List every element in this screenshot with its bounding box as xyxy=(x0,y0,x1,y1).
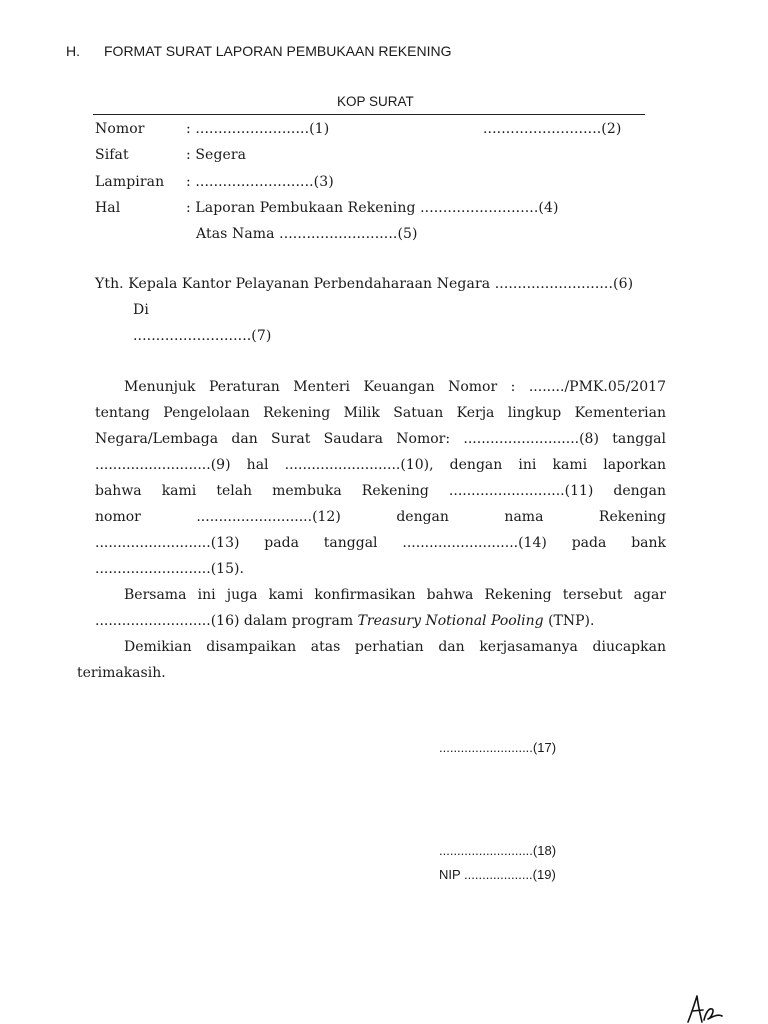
section-letter: H. xyxy=(66,43,80,59)
sifat-label: Sifat xyxy=(95,147,129,163)
di-line: Di xyxy=(133,302,149,318)
recipient-line: Yth. Kepala Kantor Pelayanan Perbendaharaan Negara ..........................(6) xyxy=(95,276,634,292)
lampiran-value: : ..........................(3) xyxy=(186,174,334,190)
para2-line xyxy=(95,608,666,634)
kop-surat-heading: KOP SURAT xyxy=(337,94,414,109)
closing-paragraph xyxy=(77,634,666,686)
para1-line: ..........................(13) pada tanggal ..........................(14) pada bank xyxy=(95,535,666,551)
body-paragraph-1 xyxy=(95,374,666,582)
kop-divider xyxy=(93,114,645,115)
para1-line: ..........................(15). xyxy=(95,561,244,577)
lampiran-label: Lampiran xyxy=(95,174,165,190)
atas-nama: Atas Nama ..........................(5) xyxy=(196,226,418,242)
sifat-value: : Segera xyxy=(186,147,247,163)
para2-line: Bersama ini juga kami konfirmasikan bahwa Rekening tersebut agar xyxy=(124,587,666,603)
date-placeholder: ..........................(2) xyxy=(483,121,622,137)
closing-line: Demikian disampaikan atas perhatian dan kerjasamanya diucapkan xyxy=(124,639,666,655)
signature-nip: NIP ...................(19) xyxy=(439,867,556,882)
paraf-signature-icon xyxy=(684,994,724,1024)
para2-before: ..........................(16) dalam program xyxy=(95,613,358,629)
body-paragraph-2 xyxy=(95,582,666,634)
nomor-value: : .........................(1) xyxy=(186,121,330,137)
section-title: FORMAT SURAT LAPORAN PEMBUKAAN REKENING xyxy=(104,43,452,59)
hal-value: : Laporan Pembukaan Rekening ..........................(4) xyxy=(186,200,559,216)
program-name: Treasury Notional Pooling xyxy=(357,613,544,629)
signature-position: ..........................(17) xyxy=(439,740,557,755)
para2-after: (TNP). xyxy=(543,613,595,629)
para1-line: Menunjuk Peraturan Menteri Keuangan Nomor : ......../PMK.05/2017 xyxy=(124,379,666,395)
nomor-label: Nomor xyxy=(95,121,145,137)
hal-label: Hal xyxy=(95,200,121,216)
para1-line: bahwa kami telah membuka Rekening ..........................(11) dengan xyxy=(95,483,666,499)
closing-line: terimakasih. xyxy=(77,665,166,681)
signature-name: ..........................(18) xyxy=(439,843,557,858)
para1-line: Negara/Lembaga dan Surat Saudara Nomor: ..........................(8) tanggal xyxy=(95,431,666,447)
location-line: ..........................(7) xyxy=(133,328,272,344)
para1-line: nomor ..........................(12) dengan nama Rekening xyxy=(95,509,666,525)
para1-line: ..........................(9) hal ..........................(10), dengan ini kami laporkan xyxy=(95,457,666,473)
para1-line: tentang Pengelolaan Rekening Milik Satuan Kerja lingkup Kementerian xyxy=(95,405,666,421)
